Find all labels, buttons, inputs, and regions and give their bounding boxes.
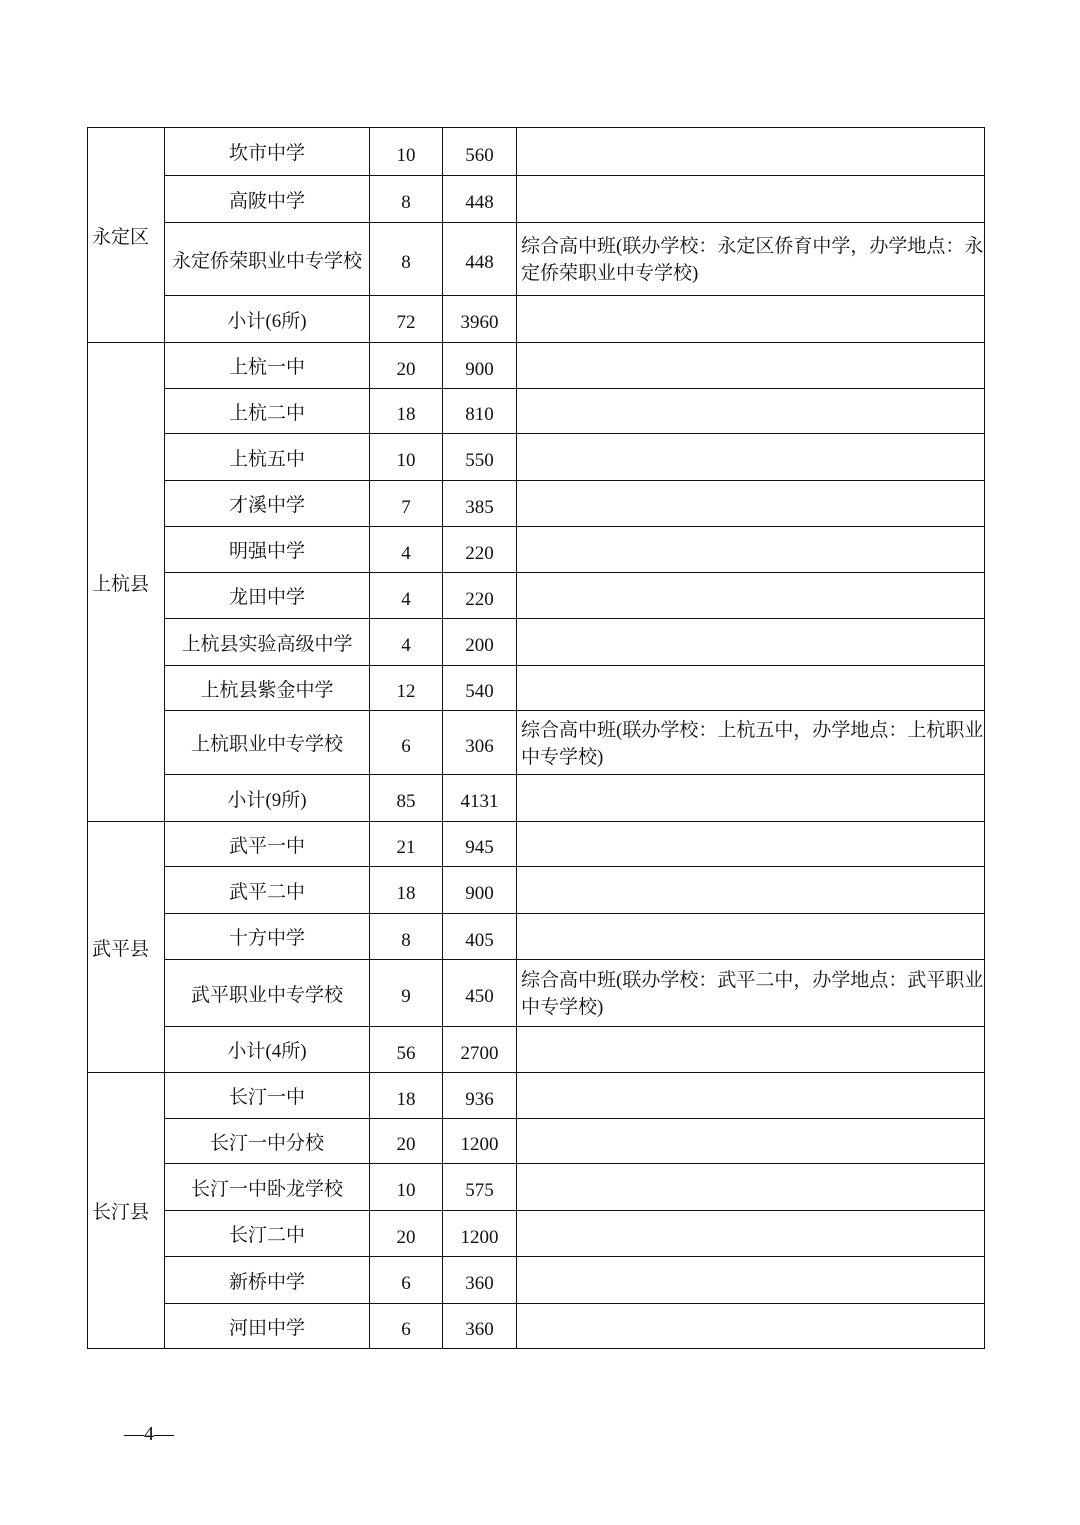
remark xyxy=(517,1257,985,1304)
region-name: 永定区 xyxy=(88,128,165,343)
school-name: 武平二中 xyxy=(165,867,370,914)
class-count: 18 xyxy=(370,389,443,434)
student-count: 448 xyxy=(443,223,517,296)
class-count: 18 xyxy=(370,867,443,914)
remark xyxy=(517,1304,985,1349)
table-row xyxy=(88,1164,985,1211)
class-count: 6 xyxy=(370,711,443,775)
school-name: 武平职业中专学校 xyxy=(165,960,370,1027)
remark xyxy=(517,1027,985,1073)
remark xyxy=(517,775,985,822)
remark xyxy=(517,573,985,619)
class-count: 72 xyxy=(370,296,443,343)
table-row xyxy=(88,1027,985,1073)
school-name: 坎市中学 xyxy=(165,128,370,176)
remark xyxy=(517,343,985,389)
school-name: 长汀一中分校 xyxy=(165,1119,370,1164)
school-name: 上杭职业中专学校 xyxy=(165,711,370,775)
school-name: 上杭二中 xyxy=(165,389,370,434)
student-count: 560 xyxy=(443,128,517,176)
class-count: 10 xyxy=(370,1164,443,1211)
remark xyxy=(517,1073,985,1119)
table-row xyxy=(88,1119,985,1164)
school-name: 小计(9所) xyxy=(165,775,370,822)
student-count: 200 xyxy=(443,619,517,666)
class-count: 12 xyxy=(370,666,443,711)
school-name: 河田中学 xyxy=(165,1304,370,1349)
class-count: 56 xyxy=(370,1027,443,1073)
remark xyxy=(517,176,985,223)
table-row xyxy=(88,389,985,434)
table-row xyxy=(88,619,985,666)
school-name: 龙田中学 xyxy=(165,573,370,619)
student-count: 4131 xyxy=(443,775,517,822)
student-count: 550 xyxy=(443,434,517,481)
remark xyxy=(517,527,985,573)
table-row xyxy=(88,960,985,1027)
school-name: 长汀一中卧龙学校 xyxy=(165,1164,370,1211)
table-row xyxy=(88,867,985,914)
page-number: —4— xyxy=(124,1423,174,1445)
school-name: 上杭县紫金中学 xyxy=(165,666,370,711)
school-name: 小计(4所) xyxy=(165,1027,370,1073)
table-row xyxy=(88,1257,985,1304)
table-row xyxy=(88,822,985,867)
remark xyxy=(517,434,985,481)
student-count: 900 xyxy=(443,867,517,914)
class-count: 8 xyxy=(370,176,443,223)
student-count: 900 xyxy=(443,343,517,389)
student-count: 385 xyxy=(443,481,517,527)
class-count: 10 xyxy=(370,434,443,481)
student-count: 306 xyxy=(443,711,517,775)
class-count: 18 xyxy=(370,1073,443,1119)
remark: 综合高中班(联办学校：上杭五中，办学地点：上杭职业中专学校) xyxy=(517,711,985,775)
region-name: 长汀县 xyxy=(88,1073,165,1349)
school-name: 十方中学 xyxy=(165,914,370,960)
class-count: 6 xyxy=(370,1304,443,1349)
student-count: 220 xyxy=(443,573,517,619)
school-name: 上杭五中 xyxy=(165,434,370,481)
class-count: 85 xyxy=(370,775,443,822)
student-count: 936 xyxy=(443,1073,517,1119)
student-count: 405 xyxy=(443,914,517,960)
student-count: 575 xyxy=(443,1164,517,1211)
table-row xyxy=(88,223,985,296)
class-count: 21 xyxy=(370,822,443,867)
class-count: 8 xyxy=(370,223,443,296)
region-name: 上杭县 xyxy=(88,343,165,822)
class-count: 20 xyxy=(370,1119,443,1164)
student-count: 1200 xyxy=(443,1211,517,1257)
table-row xyxy=(88,914,985,960)
table-row xyxy=(88,481,985,527)
school-name: 高陂中学 xyxy=(165,176,370,223)
class-count: 9 xyxy=(370,960,443,1027)
school-name: 上杭一中 xyxy=(165,343,370,389)
remark xyxy=(517,666,985,711)
table-row xyxy=(88,434,985,481)
student-count: 810 xyxy=(443,389,517,434)
school-name: 长汀二中 xyxy=(165,1211,370,1257)
remark xyxy=(517,619,985,666)
remark xyxy=(517,296,985,343)
school-name: 新桥中学 xyxy=(165,1257,370,1304)
remark: 综合高中班(联办学校：武平二中，办学地点：武平职业中专学校) xyxy=(517,960,985,1027)
school-name: 明强中学 xyxy=(165,527,370,573)
remark xyxy=(517,1211,985,1257)
remark xyxy=(517,481,985,527)
class-count: 7 xyxy=(370,481,443,527)
remark: 综合高中班(联办学校：永定区侨育中学，办学地点：永定侨荣职业中专学校) xyxy=(517,223,985,296)
table-row xyxy=(88,1304,985,1349)
class-count: 10 xyxy=(370,128,443,176)
remark xyxy=(517,914,985,960)
school-name: 才溪中学 xyxy=(165,481,370,527)
enrollment-table xyxy=(87,127,985,1349)
class-count: 8 xyxy=(370,914,443,960)
student-count: 360 xyxy=(443,1304,517,1349)
student-count: 448 xyxy=(443,176,517,223)
school-name: 长汀一中 xyxy=(165,1073,370,1119)
school-name: 永定侨荣职业中专学校 xyxy=(165,223,370,296)
table-row xyxy=(88,296,985,343)
table-row xyxy=(88,1073,985,1119)
student-count: 2700 xyxy=(443,1027,517,1073)
student-count: 540 xyxy=(443,666,517,711)
table-row xyxy=(88,128,985,176)
class-count: 20 xyxy=(370,343,443,389)
table-row xyxy=(88,343,985,389)
remark xyxy=(517,1119,985,1164)
remark xyxy=(517,389,985,434)
school-name: 小计(6所) xyxy=(165,296,370,343)
student-count: 945 xyxy=(443,822,517,867)
table-row xyxy=(88,1211,985,1257)
table-row xyxy=(88,527,985,573)
class-count: 4 xyxy=(370,527,443,573)
class-count: 6 xyxy=(370,1257,443,1304)
region-name: 武平县 xyxy=(88,822,165,1073)
class-count: 4 xyxy=(370,619,443,666)
class-count: 20 xyxy=(370,1211,443,1257)
remark xyxy=(517,822,985,867)
table-row xyxy=(88,775,985,822)
school-name: 上杭县实验高级中学 xyxy=(165,619,370,666)
remark xyxy=(517,867,985,914)
remark xyxy=(517,1164,985,1211)
table-row xyxy=(88,573,985,619)
table-row xyxy=(88,711,985,775)
school-name: 武平一中 xyxy=(165,822,370,867)
student-count: 450 xyxy=(443,960,517,1027)
student-count: 220 xyxy=(443,527,517,573)
student-count: 3960 xyxy=(443,296,517,343)
remark xyxy=(517,128,985,176)
table-row xyxy=(88,666,985,711)
class-count: 4 xyxy=(370,573,443,619)
student-count: 360 xyxy=(443,1257,517,1304)
table-row xyxy=(88,176,985,223)
student-count: 1200 xyxy=(443,1119,517,1164)
